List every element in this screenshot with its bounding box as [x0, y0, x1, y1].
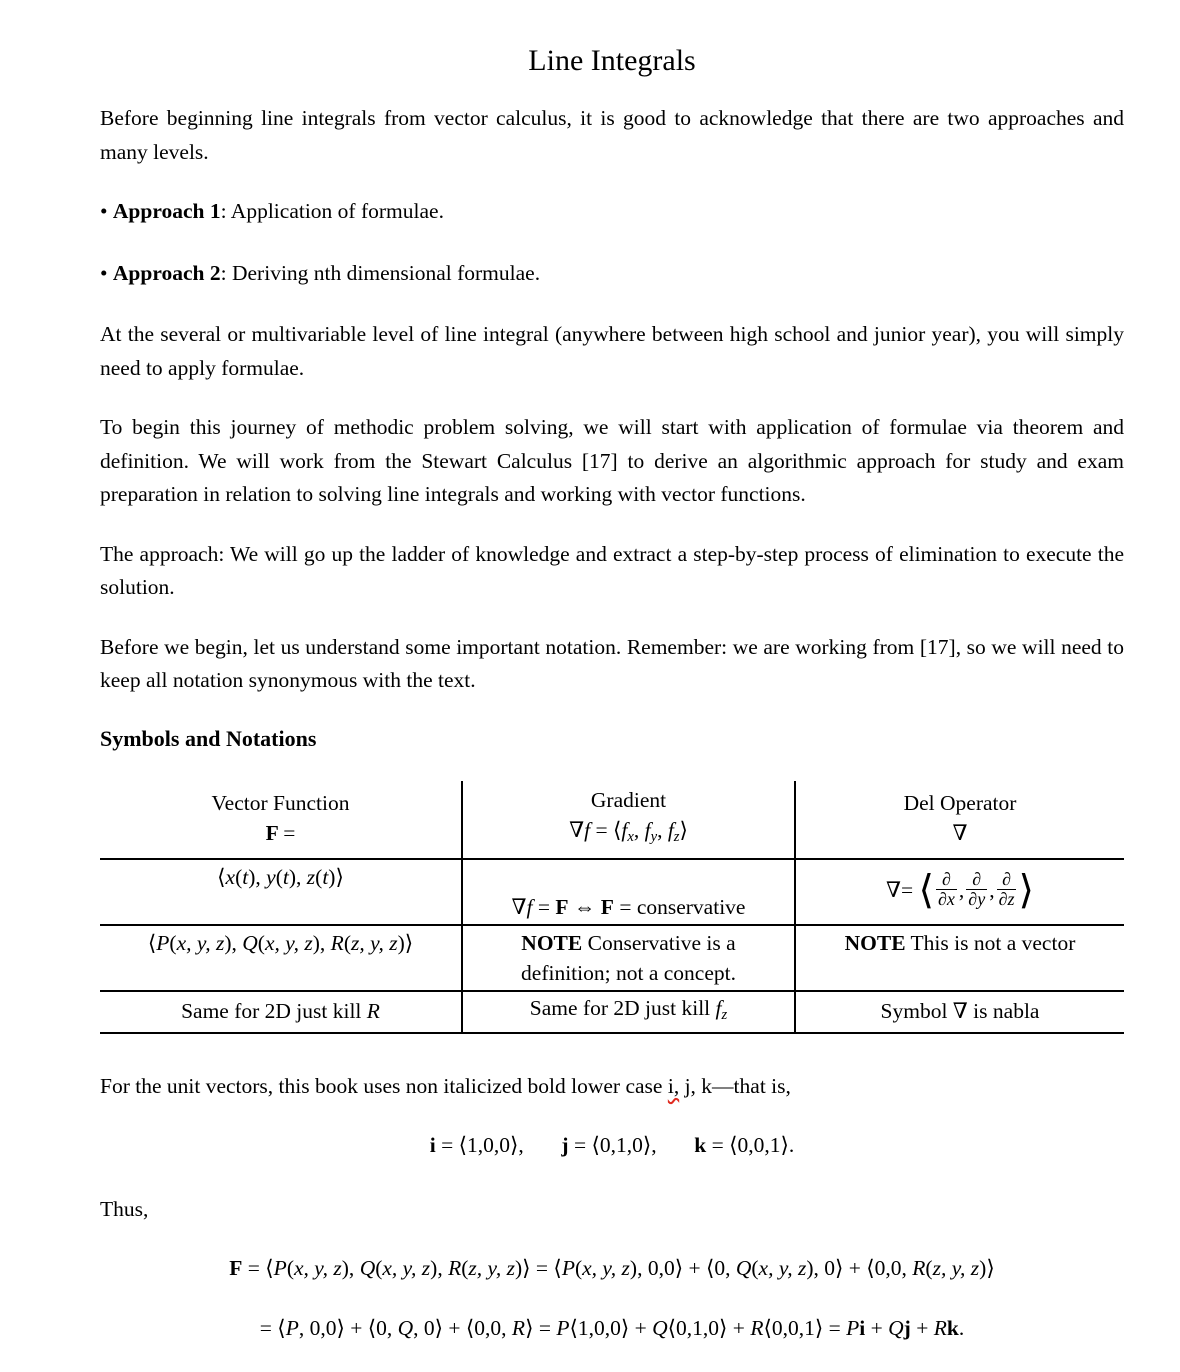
table-header-row [100, 781, 1124, 859]
cell-del-note: NOTE This is not a vector [795, 925, 1124, 991]
equation-f-expansion-line2: = ⟨P, 0,0⟩ + ⟨0, Q, 0⟩ + ⟨0,0, R⟩ = P⟨1,0,0⟩ + Q⟨0,1,0⟩ + R⟨0,0,1⟩ = Pi + Qj + Rk. [259, 1315, 965, 1340]
paragraph-approach: The approach: We will go up the ladder of knowledge and extract a step-by-step process of elimination to execute the solution. [100, 541, 1124, 599]
table-row-1 [100, 859, 1124, 925]
cell-vector-components: ⟨P(x, y, z), Q(x, y, z), R(z, y, z)⟩ [100, 925, 462, 991]
table-row-2 [100, 925, 1124, 991]
cell-del-definition: ∇= ⟨ $\frac{\partial}{\partial x}$ , $\frac{\partial}{\partial y}$ , $\frac{\partial}{\partial z}$ ⟩ [795, 859, 1124, 925]
paragraph-notation: Before we begin, let us understand some important notation. Remember: we are working from [17], so we will need to keep all notation synonymous with the text. [100, 634, 1124, 692]
cell-del-nabla: Symbol ∇ is nabla [795, 991, 1124, 1033]
equation-unit-vectors: i = ⟨1,0,0⟩, j = ⟨0,1,0⟩, k = ⟨0,0,1⟩. [429, 1133, 795, 1158]
paragraph-unit-vectors: For the unit vectors, this book uses non italicized bold lower case i, j, k—that is, [100, 1073, 791, 1098]
section-heading-symbols: Symbols and Notations [100, 725, 317, 751]
cell-vector-parametric: ⟨x(t), y(t), z(t)⟩ [100, 859, 462, 925]
page-title: Line Integrals [528, 44, 696, 77]
notation-table [100, 781, 1124, 1034]
column-title: Del Operator [903, 791, 1017, 816]
column-formula: ∇f = ⟨fx, fy, fz⟩ [569, 817, 688, 845]
cell-gradient-conservative: ∇f = F ⇔ F = conservative [462, 859, 795, 925]
equation-f-expansion-line1: F = ⟨P(x, y, z), Q(x, y, z), R(z, y, z)⟩ = ⟨P(x, y, z), 0,0⟩ + ⟨0, Q(x, y, z), 0⟩ + ⟨0,0, R(z, y, z)⟩ [229, 1256, 995, 1281]
cell-gradient-2d: Same for 2D just kill fz [462, 991, 795, 1033]
bullet-approach-2: • Approach 2: Deriving nth dimensional formulae. [100, 260, 541, 285]
bullet-approach-1: • Approach 1: Application of formulae. [100, 199, 444, 223]
column-title: Vector Function [211, 791, 350, 816]
column-title: Gradient [590, 787, 667, 812]
table-row-3 [100, 991, 1124, 1033]
cell-gradient-note: NOTE Conservative is a definition; not a concept. [462, 925, 795, 991]
column-formula: F = [265, 821, 296, 846]
column-header-gradient [462, 781, 795, 859]
paragraph-journey: To begin this journey of methodic problem solving, we will start with application of formulae via theorem and definition. We will work from the Stewart Calculus [17] to derive an algorithmic approach for study and exam preparation in relation to solving line integrals and working with vector functions. [100, 415, 1124, 506]
paragraph-intro: Before beginning line integrals from vector calculus, it is good to acknowledge that there are two approaches and many levels. [100, 106, 1124, 164]
cell-vector-2d: Same for 2D just kill R [100, 991, 462, 1033]
column-header-vector-function [100, 781, 462, 859]
column-formula: ∇ [952, 821, 968, 846]
paragraph-level: At the several or multivariable level of line integral (anywhere between high school and junior year), you will simply need to apply formulae. [100, 322, 1124, 380]
column-header-del-operator [795, 781, 1124, 859]
thus-label: Thus, [100, 1196, 149, 1221]
